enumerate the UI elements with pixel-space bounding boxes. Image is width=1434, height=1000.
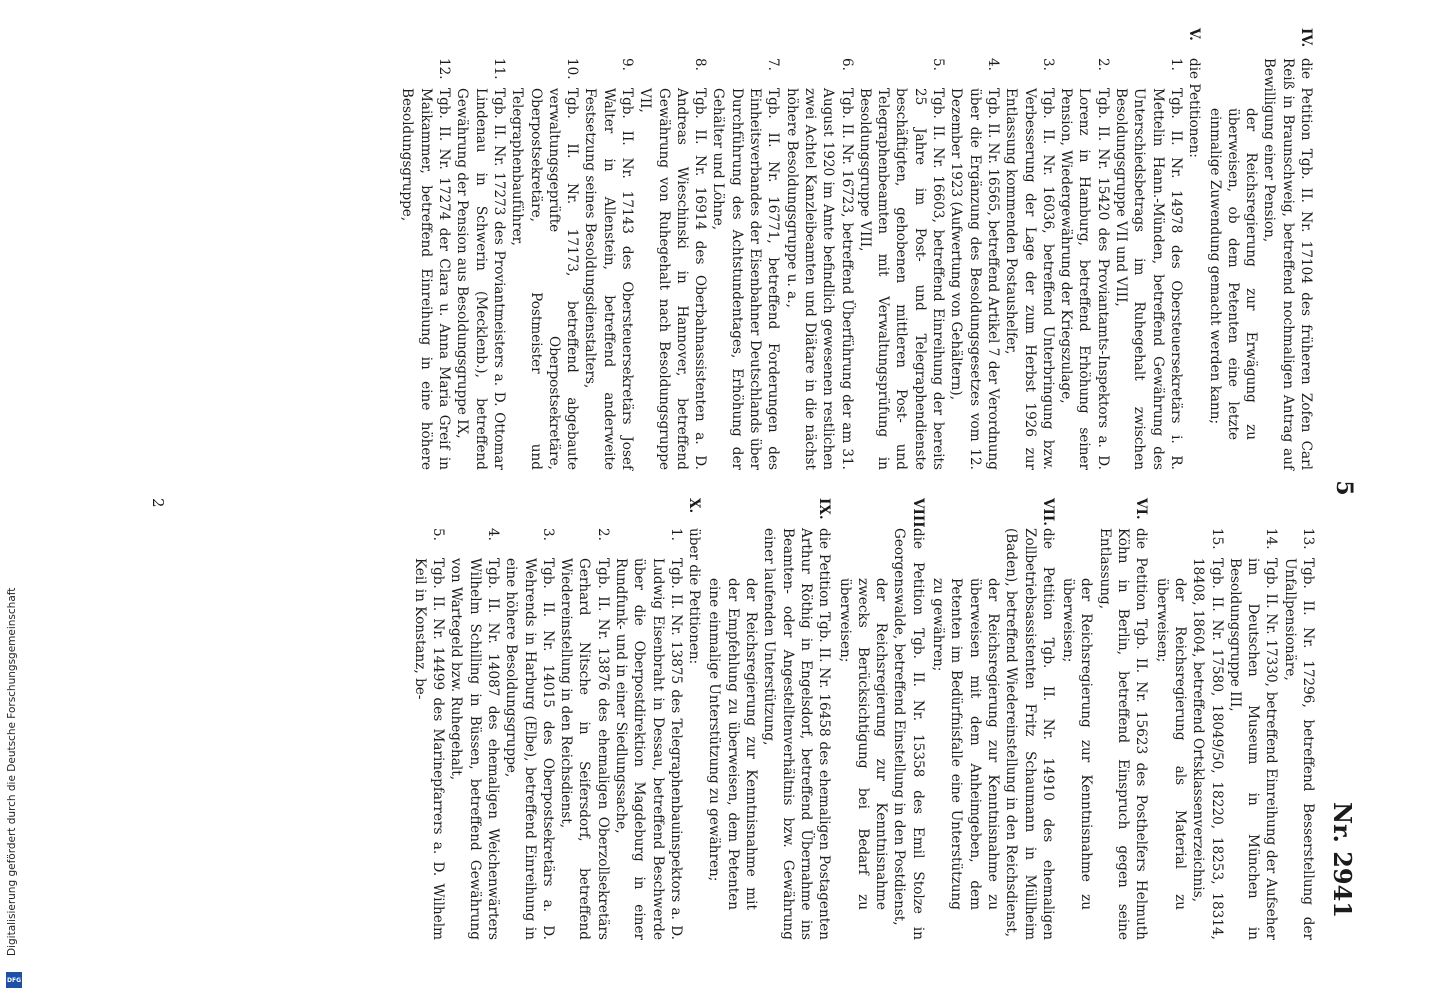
item-text: Tgb. II. Nr. 17173, betreffend abgebaute verwaltungsgeprüfte Oberpostsekretäre, Oberpostsekretäre, Postmeister und Telegraphenbauführer, [509, 88, 581, 470]
decision-text: der Reichsregierung zur Erwägung zu überweisen, ob dem Petenten eine letzte einmalige Zuwendung gemacht werden kann; [1206, 108, 1260, 440]
item-number: 6. [838, 58, 855, 71]
item-number: 1. [667, 528, 684, 541]
document-number: Nr. 2941 [1328, 802, 1357, 918]
item-number: 3. [1039, 58, 1056, 71]
item-number: 5. [430, 528, 447, 541]
petition-item [410, 498, 447, 940]
item-text: Tgb. II. Nr. 13875 des Telegraphenbauinspektors a. D. Ludwig Eisenbraht in Dessau, betreffend Beschwerde über die Oberpostdirektion Magdeburg in einer Rundfunk- und in einer Siedlungssache, [613, 558, 684, 940]
item-text: Tgb. II. Nr. 14499 des Marinepfarrers a. D. Wilhelm Keil in Konstanz, be- [411, 558, 447, 940]
item-text: Tgb. II. Nr. 17296, betreffend Besserstellung der Unfallpensionäre, [1281, 558, 1316, 940]
petition-item [447, 498, 502, 940]
item-number: 2. [594, 528, 611, 541]
item-text: über die Petitionen: [686, 528, 703, 665]
item-text: Tgb. II. Nr. 16914 des Oberbahnassistenten a. D. Andreas Wieschinski in Hannover, betreffend Gewährung von Ruhegehalt nach Besoldungsgruppe VII, [637, 88, 709, 470]
item-number: 3. [539, 528, 556, 541]
petition-item [1057, 28, 1112, 470]
section-item [760, 498, 833, 940]
item-text: Tgb. II. Nr. 17274 der Clara u. Anna Maria Greif in Maikammer, betreffend Einreihung in eine höhere Besoldungsgruppe, [399, 88, 453, 470]
page-header [1317, 38, 1357, 938]
item-text: die Petitionen: [1186, 58, 1203, 158]
petition-item [502, 498, 557, 940]
petition-item [1280, 498, 1317, 940]
item-number: 9. [619, 58, 636, 71]
petition-item [1002, 28, 1057, 470]
document-page [0, 8, 1375, 968]
petition-item [612, 498, 685, 940]
petition-item [1189, 498, 1226, 940]
item-number: 5. [930, 58, 947, 71]
item-number: 15. [1208, 528, 1225, 550]
petition-item [947, 28, 1002, 470]
item-text: die Petition Tgb. II. Nr. 17104 des früheren Zofen Carl Reiß in Braunschweig, betreffend nochmaligen Antrag auf Bewilligung einer Pension, [1261, 58, 1314, 470]
item-number: IX. [816, 498, 833, 520]
petition-item [782, 28, 855, 470]
petition-item [453, 28, 508, 470]
item-text: Tgb. II. Nr. 14015 des Oberpostsekretärs a. D. Wehrends in Harburg (Elbe), betreffend Einreihung in eine höhere Besoldungsgruppe, [503, 558, 556, 940]
petition-item [398, 28, 453, 470]
item-text: die Petition Tgb. II. Nr. 14910 des ehemaligen Zollbetriebsassistenten Fritz Schaumann in Müllheim (Baden), betreffend Wiedereinstellung in den Reichsdienst, [1003, 528, 1056, 940]
item-number: VIII. [909, 498, 926, 533]
item-text: Tgb. II. Nr. 16771, betreffend Forderungen des Einheitsverbandes der Eisenbahner Deutschlands über Durchführung des Achtstundentages, Erhöhung der Gehälter und Löhne, [710, 88, 782, 470]
item-text: Tgb. II. Nr. 16036, betreffend Unterbringung bzw. Verbesserung der Lage der zum Herbst 1926 zur Entlassung kommenden Postaushelfer, [1003, 88, 1056, 470]
right-column [410, 498, 1317, 940]
item-text: Tgb. II. Nr. 16723, betreffend Überführung der am 31. August 1920 im Amte befindlich gewesenen restlichen zwei Achtel Kanzleibeamten und Diätare in die nächst höhere Besoldungsgruppe u. a., [783, 88, 855, 470]
item-number: 4. [484, 528, 501, 541]
item-text: Tgb. II. Nr. 17330, betreffend Einreihung der Aufseher im Deutschen Museum in München in Besoldungsgruppe III, [1226, 558, 1280, 940]
item-text: die Petition Tgb. II. Nr. 15623 des Posthelfers Helmuth Köhn in Berlin, betreffend Einspruch gegen seine Entlassung, [1096, 528, 1150, 940]
petition-item [581, 28, 636, 470]
item-text: Tgb. II. Nr. 14978 des Obersteuersekretärs i. R. Mettelin Hann.-Münden, betreffend Gewährung des Unterschiedsbetrags im Ruhegehalt zwischen Besoldungsgruppe VII und VIII, [1113, 88, 1184, 470]
digitization-credit [4, 587, 24, 992]
item-text: Tgb. II. Nr. 13876 des ehemaligen Oberzollsekretärs Gerhard Nitsche in Seifersdorf, betreffend Wiedereinstellung in den Reichsdienst, [558, 558, 611, 940]
petition-item [557, 498, 612, 940]
item-number: 13. [1300, 528, 1316, 550]
item-number: 8. [692, 58, 709, 71]
petition-item [709, 28, 782, 470]
credit-text: Digitalisierung gefördert durch die Deutsche Forschungsgemeinschaft [6, 587, 18, 956]
page-number: 5 [1331, 480, 1357, 496]
section-item [1185, 28, 1203, 470]
petition-item [1112, 28, 1185, 470]
item-number: V. [1186, 28, 1203, 41]
left-column [398, 28, 1317, 470]
decision-text: der Reichsregierung zur Kenntnisnahme zu überweisen; [1060, 578, 1095, 910]
section-item [685, 498, 703, 940]
section-item [1260, 28, 1315, 470]
item-text: die Petition Tgb. II. Nr. 15358 des Emil Stolze in Georgenswalde, betreffend Einstellung in den Postdienst, [891, 528, 926, 940]
item-number: VI. [1133, 498, 1150, 520]
item-number: 1. [1167, 58, 1184, 71]
decision-text: der Reichsregierung zur Kenntnisnahme zwecks Berücksichtigung bei Bedarf zu überweisen; [836, 578, 890, 910]
item-number: 10. [564, 58, 581, 80]
item-text: Tgb. II. Nr. 17580, 18049/50, 18220, 18253, 18314, 18408, 18604, betreffend Ortsklassenverzeichnis, [1190, 558, 1225, 940]
item-number: X. [686, 498, 703, 514]
item-number: 7. [765, 58, 782, 71]
item-text: Tgb. II. Nr. 14087 des ehemaligen Weichenwärters Wilhelm Schilling in Büssen, betreffend Gewährung von Wartegeld bzw. Ruhegehalt, [448, 558, 501, 940]
signature-mark: 2 [149, 498, 167, 508]
item-number: 14. [1263, 528, 1280, 550]
item-text: Tgb. II. Nr. 16565, betreffend Artikel 7 der Verordnung über die Ergänzung des Besoldungsgesetzes vom 12. Dezember 1923 (Aufwertung von Gehältern), [948, 88, 1001, 470]
decision-text: der Reichsregierung als Material zu überweisen; [1153, 578, 1188, 910]
item-number: VII. [1039, 498, 1056, 526]
petition-item [1226, 498, 1281, 940]
section-item [1002, 498, 1057, 940]
item-number: 12. [436, 58, 453, 80]
item-number: IV. [1298, 28, 1314, 48]
petition-item [856, 28, 947, 470]
item-text: Tgb. II. Nr. 17143 des Obersteuersekretärs Josef Walter in Allenstein, betreffend anderweite Festsetzung seines Besoldungsdienstalters, [582, 88, 636, 470]
item-number: 2. [1094, 58, 1111, 71]
petition-item [508, 28, 581, 470]
item-text: die Petition Tgb. II. Nr. 16458 des ehemaligen Postagenten Arthur Röthig in Engelsdorf, betreffend Übernahme ins Beamten- oder Angestelltenverhältnis bzw. Gewährung einer laufenden Unterstützung, [761, 528, 833, 940]
petition-item [636, 28, 709, 470]
item-number: 11. [490, 58, 507, 80]
item-text: Tgb. II. Nr. 17273 des Proviantmeisters a. D. Ottomar Lindenau in Schwerin (Mecklenb.), betreffend Gewährung der Pension aus Besoldungsgruppe IX, [454, 88, 507, 470]
section-item [1095, 498, 1150, 940]
decision-text: der Reichsregierung zur Kenntnisnahme zu überweisen mit dem Anheimgeben, dem Petenten im Bedürfnisfalle eine Unterstützung zu gewähren; [930, 578, 1001, 910]
decision-text: der Reichsregierung zur Kenntnisnahme mit der Empfehlung zu überweisen, dem Petenten eine einmalige Unterstützung zu gewähren; [706, 578, 760, 910]
item-number: 4. [984, 58, 1001, 71]
item-text: Tgb. II. Nr. 15420 des Proviantamts-Inspektors a. D. Lorenz in Hamburg, betreffend Erhöhung seiner Pension, Wiedergewährung der Kriegszulage, [1058, 88, 1111, 470]
dfg-logo: DFG [6, 972, 22, 988]
item-text: Tgb. II. Nr. 16603, betreffend Einreihung der bereits 25 Jahre im Post- und Telegraphendienste beschäftigten, gehobenen mittleren Post- und Telegraphenbeamten mit Verwaltungsprüfung in Besoldungsgruppe VIII, [856, 88, 947, 470]
section-item [890, 498, 927, 940]
